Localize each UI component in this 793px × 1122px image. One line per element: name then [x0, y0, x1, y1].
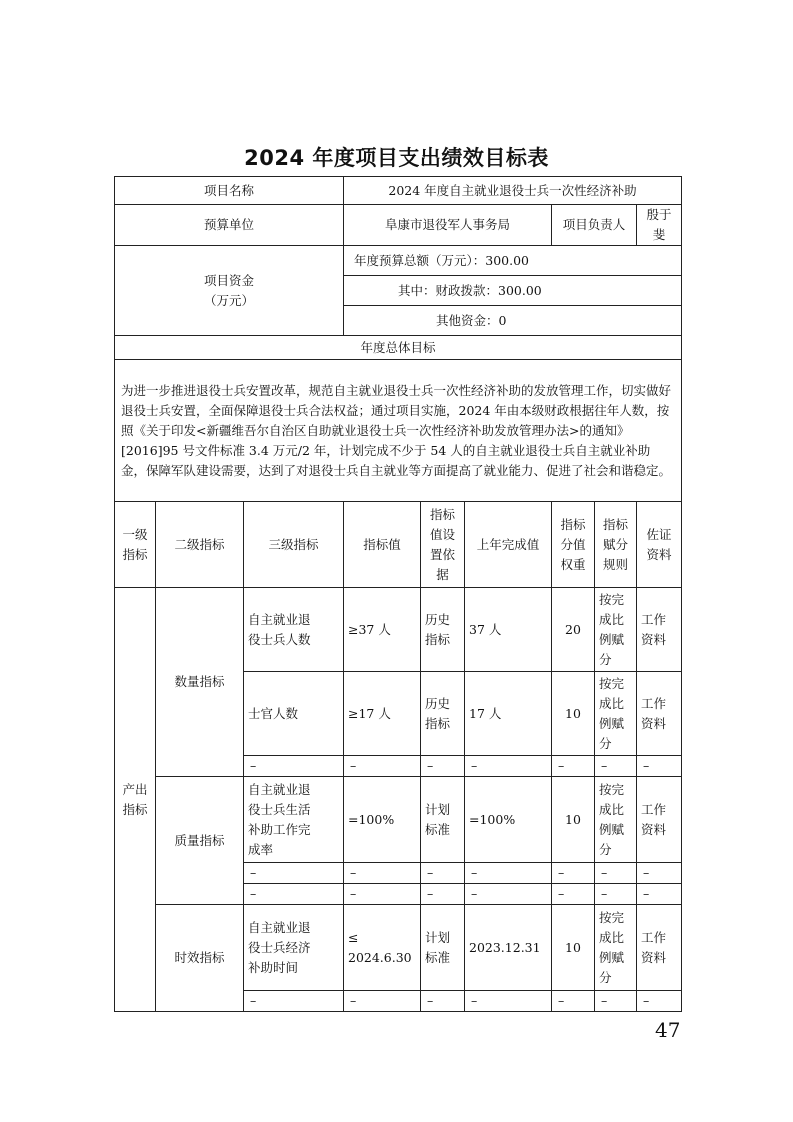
level2-quality: 质量指标: [156, 777, 244, 905]
evidence-cell: 工作 资料: [637, 905, 682, 991]
dash-cell: –: [344, 863, 421, 884]
dash-cell: –: [637, 756, 682, 777]
level3-cell: 自主就业退 役士兵人数: [244, 588, 344, 672]
evidence-cell: 工作 资料: [637, 672, 682, 756]
basis-cell: 历史 指标: [421, 588, 465, 672]
header-last-year: 上年完成值: [465, 502, 552, 588]
page-number: 47: [655, 1018, 681, 1042]
header-weight: 指标 分值 权重: [552, 502, 595, 588]
level2-quantity: 数量指标: [156, 588, 244, 777]
table-row: [115, 588, 682, 672]
dash-cell: –: [552, 991, 595, 1012]
weight-cell: 20: [552, 588, 595, 672]
level1-output: 产出 指标: [115, 588, 156, 1012]
rule-cell: 按完 成比 例赋 分: [595, 777, 637, 863]
dash-cell: –: [244, 756, 344, 777]
indicator-header-row: [115, 502, 682, 588]
dash-cell: –: [637, 863, 682, 884]
weight-cell: 10: [552, 777, 595, 863]
project-name-value: 2024 年度自主就业退役士兵一次性经济补助: [344, 177, 682, 205]
basis-cell: 计划 标准: [421, 905, 465, 991]
header-rule: 指标 赋分 规则: [595, 502, 637, 588]
dash-cell: –: [552, 884, 595, 905]
project-name-row: [115, 177, 682, 205]
dash-cell: –: [552, 863, 595, 884]
dash-cell: –: [421, 863, 465, 884]
goal-text-row: [115, 360, 682, 502]
evidence-cell: 工作 资料: [637, 588, 682, 672]
rule-cell: 按完 成比 例赋 分: [595, 905, 637, 991]
dash-cell: –: [244, 863, 344, 884]
header-level3: 三级指标: [244, 502, 344, 588]
dash-cell: –: [595, 863, 637, 884]
goal-text: 为进一步推进退役士兵安置改革，规范自主就业退役士兵一次性经济补助的发放管理工作，切实做好退役士兵安置，全面保障退役士兵合法权益；通过项目实施，2024 年由本级财政根据往年人数，按照《关于印发<新疆维吾尔自治区自助就业退役士兵一次性经济补助发放管理办法>的通知》[2016]95 号文件标准 3.4 万元/2 年，计划完成不少于 54 人的自主就业退役士兵自主就业补助金，保障军队建设需要，达到了对退役士兵自主就业等方面提高了就业能力、促进了社会和谐稳定。: [115, 360, 682, 502]
header-level2: 二级指标: [156, 502, 244, 588]
level3-cell: 士官人数: [244, 672, 344, 756]
table-row: [115, 777, 682, 863]
dash-cell: –: [465, 991, 552, 1012]
funds-fiscal: 其中：财政拨款：300.00: [344, 276, 682, 306]
weight-cell: 10: [552, 905, 595, 991]
header-evidence: 佐证 资料: [637, 502, 682, 588]
dash-cell: –: [465, 884, 552, 905]
dash-cell: –: [637, 991, 682, 1012]
header-value: 指标值: [344, 502, 421, 588]
basis-cell: 计划 标准: [421, 777, 465, 863]
dash-cell: –: [244, 991, 344, 1012]
dash-cell: –: [344, 884, 421, 905]
dash-cell: –: [595, 991, 637, 1012]
rule-cell: 按完 成比 例赋 分: [595, 588, 637, 672]
funds-total: 年度预算总额（万元）：300.00: [344, 246, 682, 276]
budget-unit-value: 阜康市退役军人事务局: [344, 205, 552, 246]
rule-cell: 按完 成比 例赋 分: [595, 672, 637, 756]
header-basis: 指标 值设 置依 据: [421, 502, 465, 588]
dash-cell: –: [421, 884, 465, 905]
page-title: 2024 年度项目支出绩效目标表: [244, 146, 549, 170]
funds-label: 项目资金 （万元）: [115, 246, 344, 336]
dash-cell: –: [552, 756, 595, 777]
level2-timeliness: 时效指标: [156, 905, 244, 1012]
dash-cell: –: [344, 756, 421, 777]
level3-cell: 自主就业退 役士兵经济 补助时间: [244, 905, 344, 991]
performance-table: [114, 176, 682, 1012]
budget-unit-label: 预算单位: [115, 205, 344, 246]
goal-label: 年度总体目标: [115, 336, 682, 360]
goal-label-row: [115, 336, 682, 360]
budget-unit-row: [115, 205, 682, 246]
basis-cell: 历史 指标: [421, 672, 465, 756]
dash-cell: –: [595, 756, 637, 777]
dash-cell: –: [344, 991, 421, 1012]
last-year-cell: 37 人: [465, 588, 552, 672]
value-cell: =100%: [344, 777, 421, 863]
evidence-cell: 工作 资料: [637, 777, 682, 863]
dash-cell: –: [637, 884, 682, 905]
owner-label: 项目负责人: [552, 205, 637, 246]
dash-cell: –: [465, 863, 552, 884]
dash-cell: –: [421, 991, 465, 1012]
last-year-cell: 2023.12.31: [465, 905, 552, 991]
header-level1: 一级 指标: [115, 502, 156, 588]
last-year-cell: 17 人: [465, 672, 552, 756]
value-cell: ≤ 2024.6.30: [344, 905, 421, 991]
dash-cell: –: [595, 884, 637, 905]
funds-other: 其他资金：0: [344, 306, 682, 336]
last-year-cell: =100%: [465, 777, 552, 863]
level3-cell: 自主就业退 役士兵生活 补助工作完 成率: [244, 777, 344, 863]
dash-cell: –: [421, 756, 465, 777]
dash-cell: –: [465, 756, 552, 777]
project-name-label: 项目名称: [115, 177, 344, 205]
weight-cell: 10: [552, 672, 595, 756]
value-cell: ≥17 人: [344, 672, 421, 756]
funds-total-row: [115, 246, 682, 276]
value-cell: ≥37 人: [344, 588, 421, 672]
table-row: [115, 905, 682, 991]
owner-value: 殷于斐: [637, 205, 682, 246]
dash-cell: –: [244, 884, 344, 905]
